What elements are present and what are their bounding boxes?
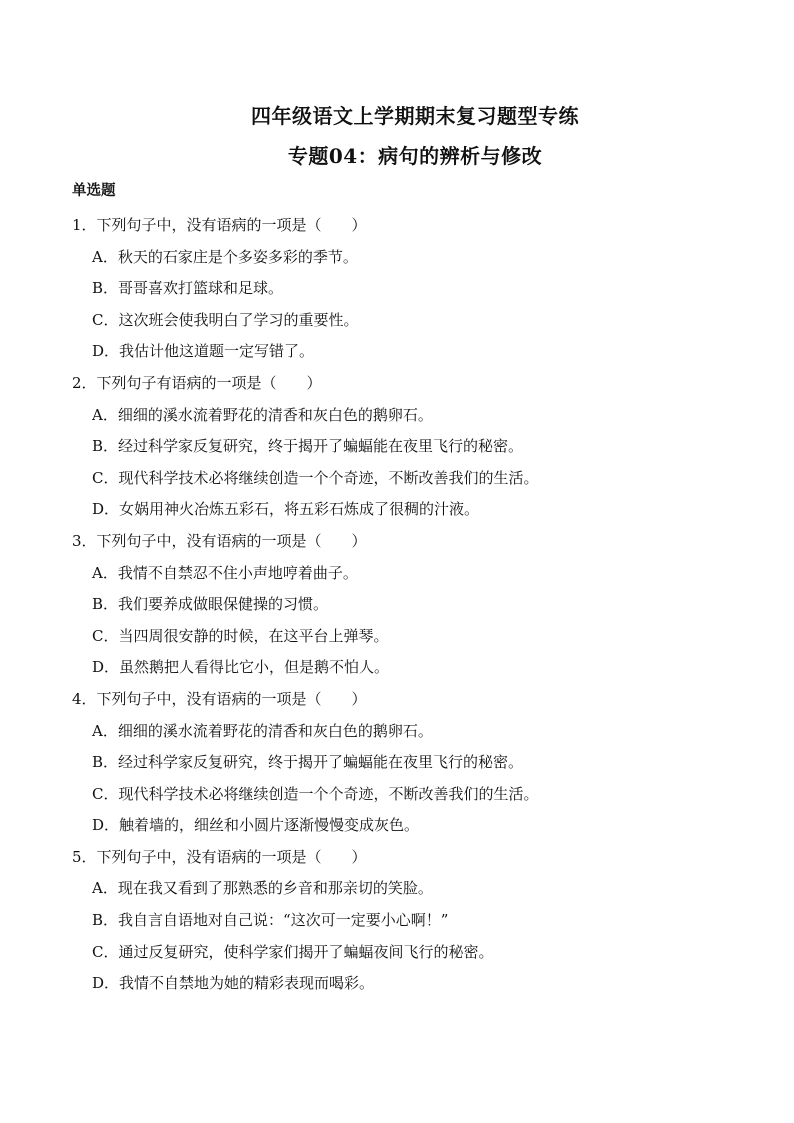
- option-letter: D．: [92, 816, 120, 835]
- option-text: 哥哥喜欢打篮球和足球。: [118, 279, 284, 298]
- option-c: [72, 779, 734, 811]
- option-d: [72, 336, 734, 368]
- option-text: 现代科学技术必将继续创造一个个奇迹，不断改善我们的生活。: [118, 468, 539, 487]
- option-d: [72, 968, 734, 1000]
- option-a: [72, 873, 734, 905]
- question-4: [72, 684, 734, 842]
- option-d: [72, 652, 734, 684]
- option-text: 女娲用神火冶炼五彩石，将五彩石炼成了很稠的汁液。: [119, 500, 480, 519]
- document-subtitle: 专题04：病句的辨析与修改: [287, 144, 543, 168]
- question-1: [72, 210, 734, 368]
- option-text: 我情不自禁忍不住小声地哼着曲子。: [117, 563, 358, 582]
- option-letter: B．: [92, 437, 119, 456]
- option-letter: D．: [92, 974, 120, 993]
- option-b: [72, 589, 734, 621]
- option-text: 虽然鹅把人看得比它小，但是鹅不怕人。: [119, 658, 390, 677]
- option-letter: C．: [92, 784, 119, 803]
- option-text: 经过科学家反复研究，终于揭开了蝙蝠能在夜里飞行的秘密。: [118, 753, 524, 772]
- question-3: [72, 526, 734, 684]
- option-d: [72, 494, 734, 526]
- option-a: [72, 400, 734, 432]
- option-text: 细细的溪水流着野花的清香和灰白色的鹅卵石。: [117, 721, 433, 740]
- question-stem: 3．下列句子中，没有语病的一项是（ ）: [72, 531, 367, 550]
- question-stem: 2．下列句子有语病的一项是（ ）: [72, 373, 322, 392]
- option-letter: C．: [92, 310, 119, 329]
- option-d: [72, 810, 734, 842]
- option-letter: C．: [92, 468, 119, 487]
- document-title: 四年级语文上学期期末复习题型专练: [251, 104, 579, 128]
- option-text: 现在我又看到了那熟悉的乡音和那亲切的笑脸。: [117, 879, 433, 898]
- option-letter: D．: [92, 658, 120, 677]
- option-letter: B．: [92, 279, 119, 298]
- option-letter: C．: [92, 942, 119, 961]
- option-text: 这次班会使我明白了学习的重要性。: [118, 310, 359, 329]
- option-a: [72, 558, 734, 590]
- option-letter: D．: [92, 342, 120, 361]
- option-c: [72, 305, 734, 337]
- option-text: 我估计他这道题一定写错了。: [119, 342, 315, 361]
- option-b: [72, 747, 734, 779]
- question-5: [72, 842, 734, 1000]
- option-letter: D．: [92, 500, 120, 519]
- option-a: [72, 242, 734, 274]
- option-letter: B．: [92, 753, 119, 772]
- option-c: [72, 621, 734, 653]
- option-text: 我们要养成做眼保健操的习惯。: [118, 595, 329, 614]
- question-stem: 4．下列句子中，没有语病的一项是（ ）: [72, 689, 367, 708]
- option-text: 当四周很安静的时候，在这平台上弹琴。: [118, 626, 389, 645]
- option-letter: B．: [92, 595, 119, 614]
- question-stem: 1．下列句子中，没有语病的一项是（ ）: [72, 216, 367, 234]
- option-text: 现代科学技术必将继续创造一个个奇迹，不断改善我们的生活。: [118, 784, 539, 803]
- option-b: [72, 905, 734, 937]
- option-c: [72, 937, 734, 969]
- option-letter: B．: [92, 911, 119, 930]
- option-text: 我情不自禁地为她的精彩表现而喝彩。: [119, 974, 375, 993]
- option-text: 通过反复研究，使科学家们揭开了蝙蝠夜间飞行的秘密。: [118, 942, 494, 961]
- question-stem: 5．下列句子中，没有语病的一项是（ ）: [72, 847, 367, 866]
- option-letter: A．: [92, 563, 118, 582]
- option-letter: A．: [92, 721, 118, 740]
- option-a: [72, 716, 734, 748]
- option-b: [72, 431, 734, 463]
- option-letter: A．: [92, 879, 118, 898]
- option-b: [72, 273, 734, 305]
- option-text: 细细的溪水流着野花的清香和灰白色的鹅卵石。: [117, 405, 433, 424]
- question-2: [72, 368, 734, 526]
- section-label: 单选题: [72, 182, 116, 199]
- option-text: 秋天的石家庄是个多姿多彩的季节。: [117, 247, 358, 266]
- option-letter: A．: [92, 247, 118, 266]
- option-text: 触着墙的，细丝和小圆片逐渐慢慢变成灰色。: [119, 816, 420, 835]
- option-c: [72, 463, 734, 495]
- option-letter: A．: [92, 405, 118, 424]
- option-letter: C．: [92, 626, 119, 645]
- option-text: 经过科学家反复研究，终于揭开了蝙蝠能在夜里飞行的秘密。: [118, 437, 524, 456]
- option-text: 我自言自语地对自己说：“这次可一定要小心啊！”: [118, 911, 449, 930]
